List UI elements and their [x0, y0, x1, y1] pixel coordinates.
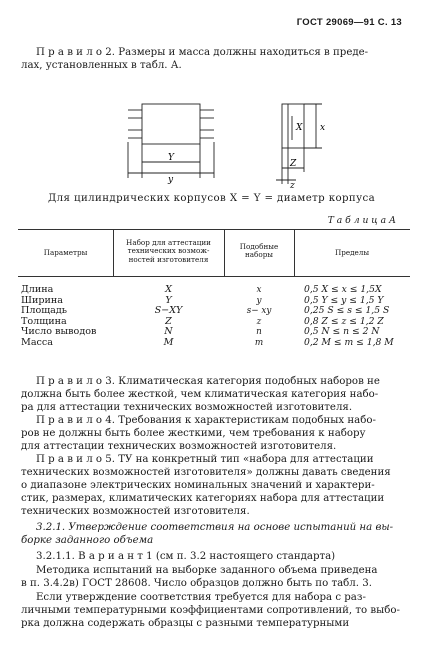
- rule4-line2: ров не должны быть более жесткими, чем требования к набору: [21, 428, 366, 439]
- table-cell: Z: [165, 315, 172, 327]
- label-z: z: [290, 181, 295, 190]
- table-cell: y: [256, 295, 262, 306]
- header-set: Набор для аттестации технических возмож- ностей изготовителя: [126, 238, 211, 264]
- table-cell: N: [164, 326, 173, 338]
- rule5-line2: технических возможностей изготовителя» должны давать сведения: [21, 467, 391, 478]
- table-cell: Число выводов: [21, 326, 97, 338]
- cylindrical-note: Для цилиндрических корпусов X = Y = диаметр корпуса: [48, 193, 376, 204]
- table-cell: X: [165, 284, 172, 295]
- method-line2: в п. 3.4.2в) ГОСТ 28608. Число образцов должно быть по табл. 3.: [21, 578, 372, 589]
- rule3-line2: должна быть более жесткой, чем климатическая категория набо-: [21, 389, 379, 400]
- set-column: [113, 285, 224, 349]
- rule3-line1: П р а в и л о 3. Климатическая категория подобных наборов не: [36, 376, 380, 387]
- table-cell: 0,5 N ≤ n ≤ 2 N: [304, 326, 380, 338]
- last-line3: рка должна содержать образцы с разными температурными: [21, 618, 350, 629]
- rule5-line5: технических возможностей изготовителя.: [21, 506, 250, 517]
- table-cell: 0,5 X ≤ x ≤ 1,5X: [304, 284, 382, 295]
- section-321-line1: 3.2.1. Утверждение соответствия на основе испытаний на вы-: [36, 522, 394, 533]
- label-Y: Y: [168, 153, 174, 163]
- section-3211: 3.2.1.1. В а р и а н т 1 (см п. 3.2 настоящего стандарта): [36, 551, 336, 562]
- rule4-line3: для аттестации технических возможностей изготовителя.: [21, 441, 337, 452]
- table-cell: Ширина: [21, 294, 63, 306]
- section-321-line2: борке заданного объема: [21, 535, 154, 546]
- header-params: Параметры: [43, 248, 88, 257]
- table-cell: s− xy: [246, 306, 272, 317]
- rule5-line4: стик, размерах, климатических категориях набора для аттестации: [21, 493, 385, 504]
- table-cell: 0,5 Y ≤ y ≤ 1,5 Y: [304, 294, 384, 306]
- rule2-line2: лах, установленных в табл. А.: [21, 60, 182, 71]
- table-cell: 0,25 S ≤ s ≤ 1,5 S: [304, 305, 390, 317]
- rule3-line3: ра для аттестации технических возможностей изготовителя.: [21, 402, 353, 413]
- last-line1: Если утверждение соответствия требуется для набора с раз-: [36, 592, 366, 603]
- dimension-figure: [0, 82, 422, 190]
- rule4-line1: П р а в и л о 4. Требования к характеристикам подобных набо-: [36, 415, 376, 426]
- table-cell: 0,8 Z ≤ z ≤ 1,2 Z: [304, 315, 384, 327]
- component-top-view: [142, 104, 200, 144]
- label-Z: Z: [290, 159, 297, 169]
- label-y: y: [168, 175, 174, 185]
- table-cell: Y: [165, 294, 172, 306]
- param-column: [21, 285, 96, 349]
- table-cell: Длина: [21, 284, 54, 295]
- table-cell: z: [256, 316, 262, 327]
- table-cell: Толщина: [21, 315, 67, 327]
- table-cell: x: [256, 285, 262, 295]
- table-cell: Масса: [21, 336, 54, 348]
- page-header: ГОСТ 29069—91 С. 13: [296, 17, 402, 28]
- limits-column: [304, 285, 394, 349]
- similar-column: [224, 285, 294, 349]
- last-line2: личными температурными коэффициентами сопротивлений, то выбо-: [21, 605, 400, 616]
- header-limits: Пределы: [334, 248, 370, 257]
- label-X: X: [296, 123, 303, 133]
- table-caption: Т а б л и ц а А: [327, 215, 396, 226]
- header-similar: Подобные наборы: [239, 242, 279, 260]
- rule2-line1: П р а в и л о 2. Размеры и масса должны находиться в преде-: [36, 47, 369, 58]
- label-x: x: [320, 123, 326, 133]
- table-cell: Площадь: [21, 305, 68, 317]
- rule5-line1: П р а в и л о 5. ТУ на конкретный тип «набора для аттестации: [36, 454, 374, 465]
- table-cell: M: [163, 336, 174, 348]
- method-line1: Методика испытаний на выборке заданного объема приведена: [36, 565, 378, 576]
- table-cell: S−XY: [154, 305, 183, 317]
- table-cell: 0,2 M ≤ m ≤ 1,8 M: [304, 336, 394, 348]
- table-cell: m: [254, 337, 264, 348]
- table-cell: n: [256, 327, 262, 338]
- rule5-line3: о диапазоне электрических номинальных значений и характери-: [21, 480, 375, 491]
